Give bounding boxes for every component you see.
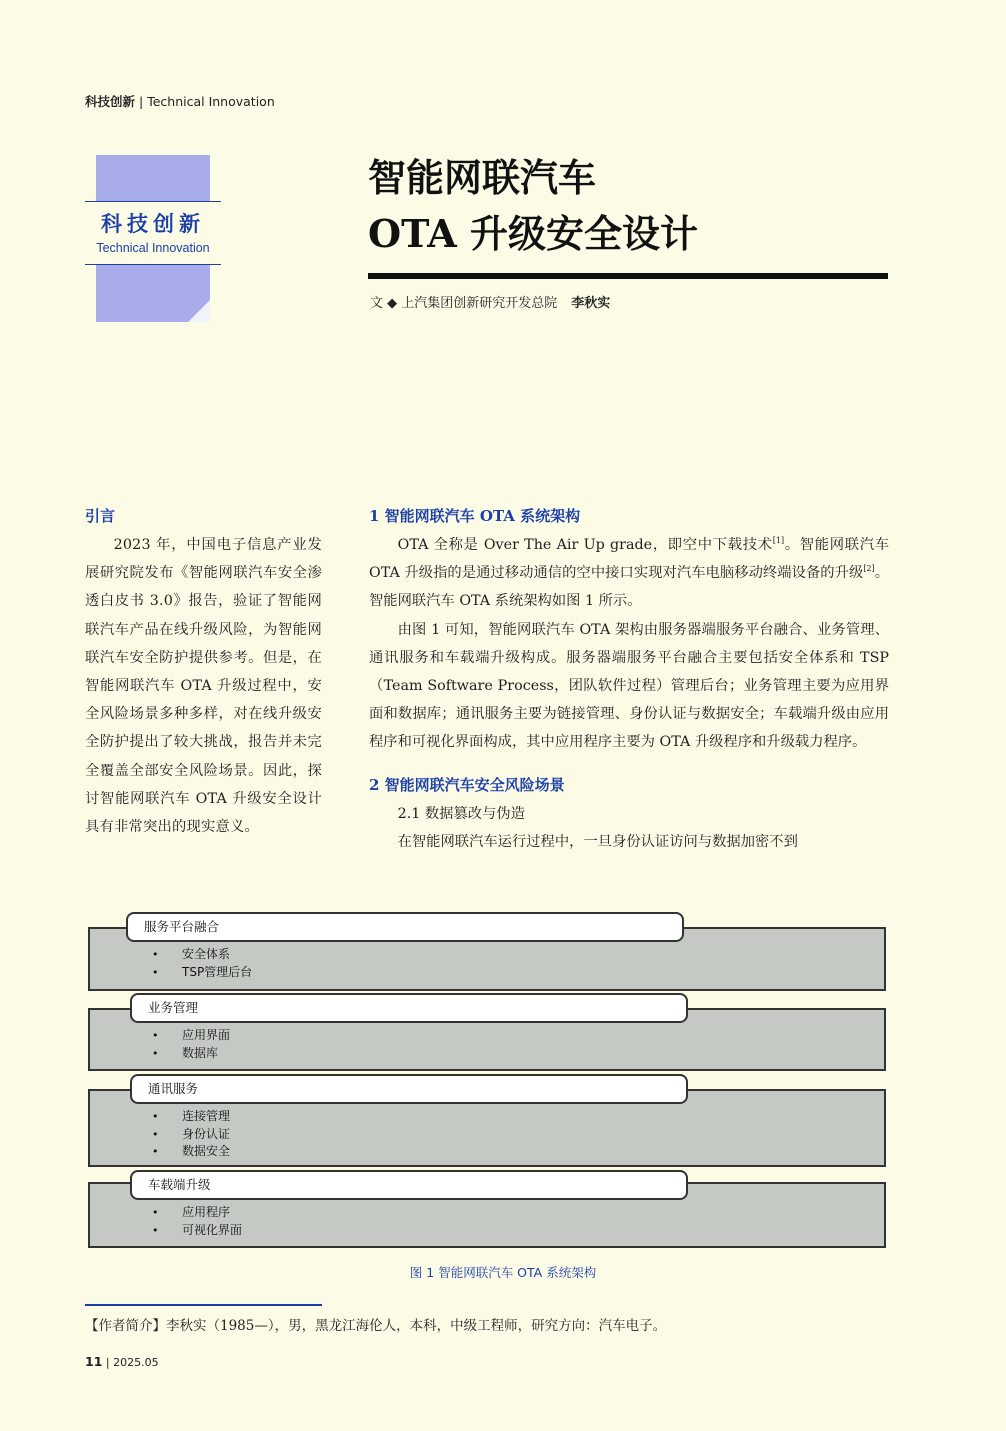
- footnote-rule: [85, 1304, 322, 1306]
- group-items: [148, 946, 252, 981]
- group-items: [148, 1204, 242, 1239]
- group-items: [148, 1027, 230, 1062]
- page-footer: [85, 1354, 159, 1369]
- group-title: 通讯服务: [130, 1074, 688, 1104]
- list-item: • 安全体系: [148, 946, 252, 964]
- list-item: • 身份认证: [148, 1126, 230, 1144]
- section-1-paragraph-1: [369, 531, 889, 616]
- list-item: • 数据库: [148, 1045, 230, 1063]
- citation-2: [2]: [863, 564, 875, 574]
- list-item: • 可视化界面: [148, 1222, 242, 1240]
- section-2-paragraph-1: 在智能网联汽车运行过程中，一旦身份认证访问与数据加密不到: [397, 833, 798, 850]
- section-1-paragraph-2: 由图 1 可知，智能网联汽车 OTA 架构由服务器端服务平台融合、业务管理、通讯服务和车载端升级构成。服务器端服务平台融合主要包括安全体系和 TSP（Team Software Process，团队软件过程）管理后台；业务管理主要为应用界面和数据库；通讯服务主要为链接管理、身份认证与数据安全；车载端升级由应用程序和可视化界面构成，其中应用程序主要为 OTA 升级程序和升级载力程序。: [369, 621, 889, 751]
- list-item: • 应用界面: [148, 1027, 230, 1045]
- title-line-1: 智能网联汽车: [368, 155, 597, 200]
- section-1-p1-text-b: 。智能网联汽车 OTA 升级指的是通过移动通信的空中接口实现对汽车电脑移动终端设备的升级: [369, 537, 889, 582]
- subsection-2-1-heading: 2.1 数据篡改与伪造: [397, 805, 525, 822]
- citation-1: [1]: [772, 536, 785, 546]
- page-fold-corner: [188, 300, 210, 322]
- section-1-p1-text-c: 。智能网联汽车 OTA 系统架构如图 1 所示。: [369, 565, 889, 610]
- article-title: [368, 150, 698, 262]
- running-head-separator: |: [139, 94, 144, 109]
- figure-caption: 图 1 智能网联汽车 OTA 系统架构: [409, 1265, 597, 1280]
- list-item: • 数据安全: [148, 1143, 230, 1161]
- column-badge-en: Technical Innovation: [96, 241, 210, 255]
- page-number: 11: [85, 1354, 103, 1369]
- section-2-heading: 2 智能网联汽车安全风险场景: [369, 775, 565, 794]
- title-rule: [368, 273, 888, 279]
- column-badge-cn: 科技创新: [101, 212, 205, 236]
- group-title: 服务平台融合: [126, 912, 684, 942]
- byline: [370, 292, 610, 311]
- running-head-en: Technical Innovation: [147, 94, 275, 109]
- byline-author: 李秋实: [571, 296, 611, 311]
- section-1-heading: 1 智能网联汽车 OTA 系统架构: [369, 507, 581, 525]
- group-title: 业务管理: [130, 993, 688, 1023]
- section-1-p1-text-a: OTA 全称是 Over The Air Up grade，即空中下载技术: [397, 537, 773, 553]
- issue-date: | 2025.05: [105, 1356, 159, 1369]
- main-column: [369, 505, 889, 856]
- column-badge: [85, 201, 221, 265]
- intro-paragraph: 2023 年，中国电子信息产业发展研究院发布《智能网联汽车安全渗透白皮书 3.0》报告，验证了智能网联汽车产品在线升级风险，为智能网联汽车安全防护提供参考。但是，在智能网联汽车 OTA 升级过程中，安全风险场景多种多样，对在线升级安全防护提出了较大挑战，报告并未完全覆盖全部安全风险场景。因此，探讨智能网联汽车 OTA 升级安全设计具有非常突出的现实意义。: [85, 537, 322, 836]
- running-head: [85, 92, 275, 110]
- list-item: • TSP管理后台: [148, 964, 252, 982]
- byline-affiliation: 文 ◆ 上汽集团创新研究开发总院: [370, 296, 558, 311]
- intro-heading: 引言: [85, 507, 116, 525]
- group-items: [148, 1108, 230, 1161]
- title-line-2: OTA 升级安全设计: [368, 211, 699, 256]
- running-head-cn: 科技创新: [85, 94, 136, 109]
- list-item: • 连接管理: [148, 1108, 230, 1126]
- intro-column: [85, 505, 322, 841]
- architecture-diagram: [88, 912, 886, 1248]
- group-title: 车载端升级: [130, 1170, 688, 1200]
- author-note: 【作者简介】李秋实（1985—），男，黑龙江海伦人，本科，中级工程师，研究方向：汽车电子。: [85, 1318, 667, 1334]
- list-item: • 应用程序: [148, 1204, 242, 1222]
